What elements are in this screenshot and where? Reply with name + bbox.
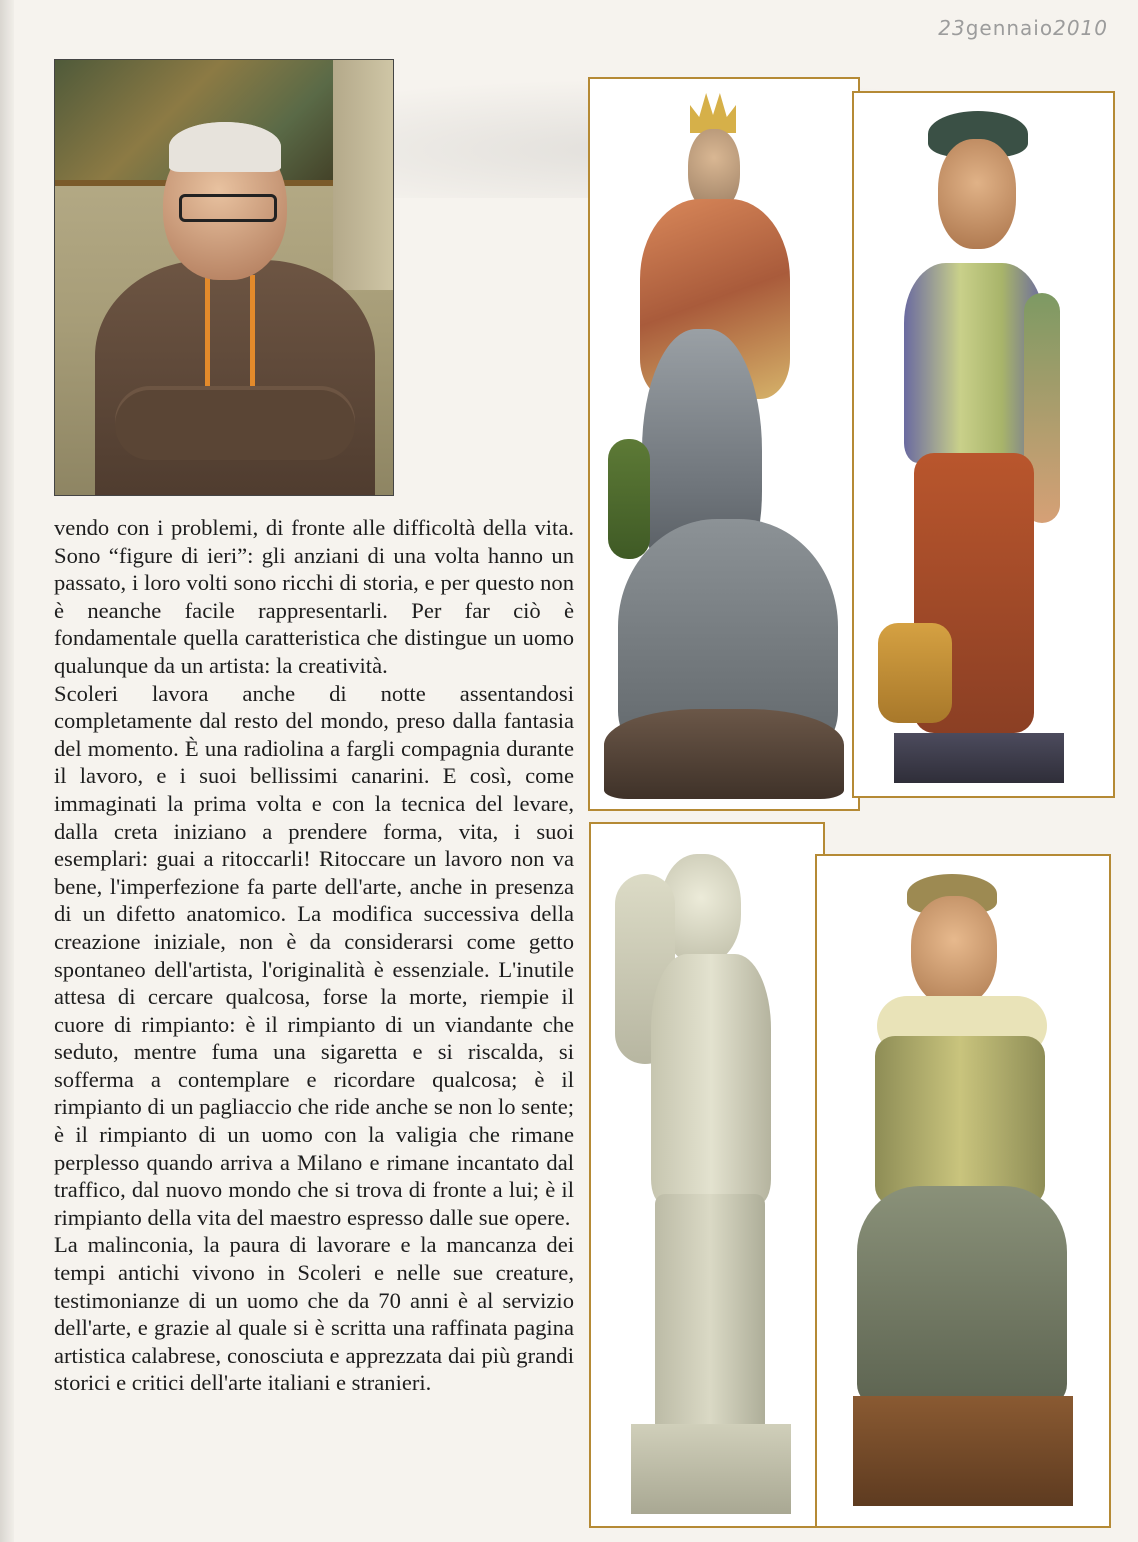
issue-month: gennaio xyxy=(965,16,1054,40)
article-body xyxy=(54,514,574,1397)
page-binding-edge xyxy=(0,0,14,1542)
picture-frame-edge xyxy=(333,60,393,290)
pale-figure-torso xyxy=(651,954,771,1204)
crown xyxy=(690,93,736,133)
issue-day: 23 xyxy=(938,16,966,40)
article-paragraph-3: La malinconia, la paura di lavorare e la mancanza dei tempi antichi vivono in Scoleri e nelle sue creature, testimonianze di un uomo che da 70 anni è al servizio dell'arte, e grazie al quale si è scritta una raffinata pagina artistica calabrese, conosciuta e apprezzata dai più grandi storici e critici dell'arte italiani e stranieri. xyxy=(54,1232,574,1396)
seated-figure-trousers xyxy=(857,1186,1067,1406)
vest-shirt xyxy=(904,263,1044,463)
portrait-glasses xyxy=(179,194,277,222)
seated-figure-face xyxy=(911,896,997,1006)
sculpture-man-with-suitcase-photo xyxy=(852,91,1115,798)
sculpture-base xyxy=(604,709,844,799)
portrait-hair-top xyxy=(169,122,281,172)
sculpture-pale-standing-figure-photo xyxy=(589,822,825,1528)
figure-base xyxy=(894,733,1064,783)
suitcase xyxy=(878,623,952,723)
issue-date xyxy=(938,16,1108,40)
sculpture-seated-figure-photo xyxy=(815,854,1111,1528)
article-paragraph-1: vendo con i problemi, di fronte alle difficoltà della vita. Sono “figure di ieri”: gli anziani di una volta hanno un passato, i loro volti sono ricchi di storia, e per questo non è neanche facile rappresentarli. Per far ciò è fondamentale quella caratteristica che distingue un uomo qualunque da un artista: la creatività. xyxy=(54,515,574,678)
pale-figure-base xyxy=(631,1424,791,1514)
sculpture-king-on-horse-photo xyxy=(588,77,860,811)
issue-year: 2010 xyxy=(1053,16,1108,40)
crossed-arms xyxy=(115,390,355,460)
artist-portrait-photo xyxy=(54,59,394,496)
pale-figure-legs xyxy=(655,1194,765,1444)
article-paragraph-2: Scoleri lavora anche di notte assentandosi completamente dal resto del mondo, preso dalla fantasia del momento. È una radiolina a fargli compagnia durante il lavoro, e i suoi bellissimi canarini. E così, come immaginati la prima volta e con la tecnica del levare, dalla creta iniziano a prendere forma, vita, i suoi esemplari: guai a ritoccarli! Ritoccare un lavoro non va bene, l'imperfezione fa parte dell'arte, anche in presenza di un difetto anatomico. La modifica successiva della creazione iniziale, non è da considerarsi come getto spontaneo dell'artista, l'originalità è essenziale. L'inutile attesa di cercare qualcosa, forse la morte, riempie il cuore di rimpianto: è il rimpianto di un viandante che seduto, mentre fuma una sigaretta e si riscalda, si sofferma a contemplare e ricordare qualcosa; è il rimpianto di un pagliaccio che ride anche se non lo sente; è il rimpianto di un uomo con la valigia che rimane perplesso quando arriva a Milano e rimane incantato dal traffico, dal nuovo mondo che si trova di fronte a lui; è il rimpianto della vita del maestro espresso dalle sue opere. xyxy=(54,680,574,1230)
seated-figure-vest xyxy=(875,1036,1045,1206)
rider-leg xyxy=(608,439,650,559)
man-face xyxy=(938,139,1016,249)
seated-figure-base xyxy=(853,1396,1073,1506)
